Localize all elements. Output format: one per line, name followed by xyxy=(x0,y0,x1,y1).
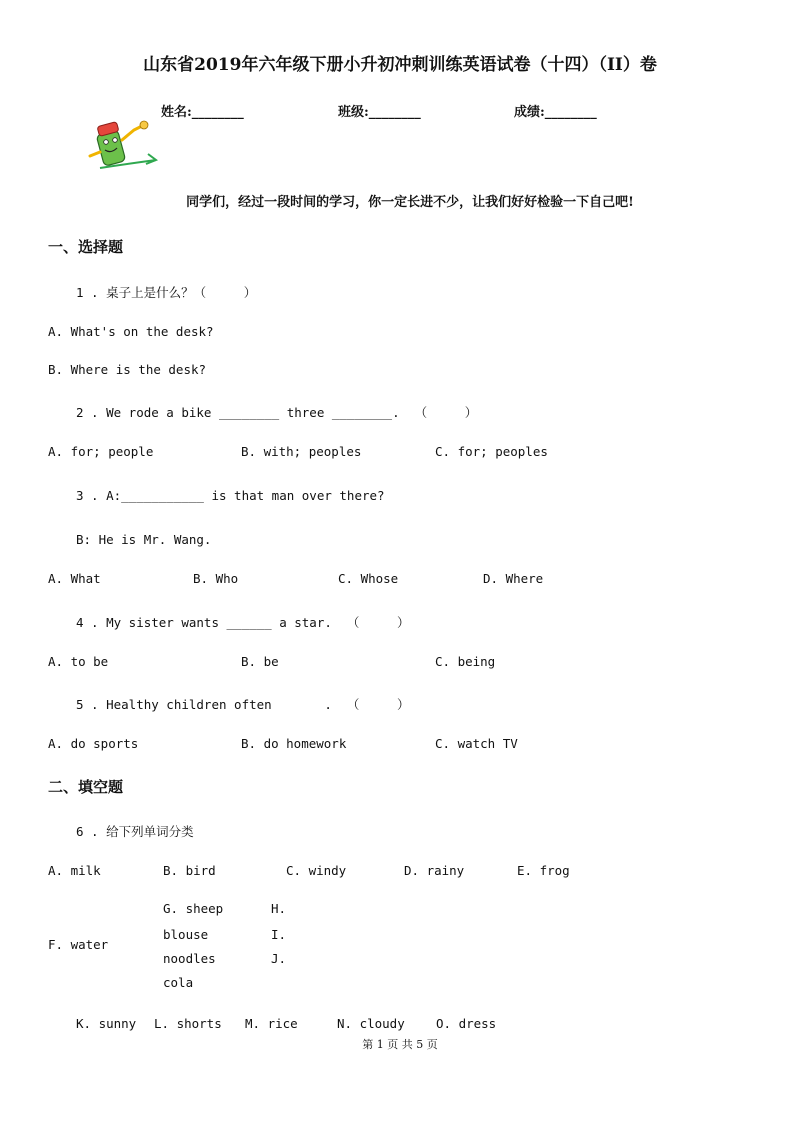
section-heading-choice: 一、选择题 xyxy=(48,238,124,256)
q6-word-o: O. dress xyxy=(436,1016,497,1031)
q5-option-b[interactable]: B. do homework xyxy=(241,736,347,751)
q6-word-i: I. xyxy=(271,927,287,942)
q6-word-c: C. windy xyxy=(286,863,347,878)
q6-word-f: F. water xyxy=(48,937,109,952)
q6-word-g-line4: cola xyxy=(163,975,194,990)
q6-word-g-line3: noodles xyxy=(163,951,216,966)
q4-option-c[interactable]: C. being xyxy=(435,654,496,669)
question-3-stem: 3 . A:___________ is that man over there? xyxy=(76,488,385,503)
q4-option-a[interactable]: A. to be xyxy=(48,654,109,669)
q6-word-j: J. xyxy=(271,951,287,966)
page-number: 第 1 页 共 5 页 xyxy=(362,1038,438,1051)
q6-word-g-line2: blouse xyxy=(163,927,209,942)
q6-word-n: N. cloudy xyxy=(337,1016,405,1031)
q6-word-m: M. rice xyxy=(245,1016,298,1031)
exam-title: 山东省2019年六年级下册小升初冲刺训练英语试卷（十四）（II）卷 xyxy=(143,55,657,75)
q3-option-a[interactable]: A. What xyxy=(48,571,101,586)
q6-word-a: A. milk xyxy=(48,863,101,878)
name-field-label: 姓名:________ xyxy=(161,105,244,120)
q6-word-g-line1: G. sheep xyxy=(163,901,224,916)
question-5-stem: 5 . Healthy children often . （ ） xyxy=(76,697,410,712)
q3-option-b[interactable]: B. Who xyxy=(193,571,239,586)
pencil-mascot-icon xyxy=(86,118,162,176)
question-6-stem: 6 . 给下列单词分类 xyxy=(76,824,194,839)
q5-option-c[interactable]: C. watch TV xyxy=(435,736,518,751)
question-1-stem: 1 . 桌子上是什么？（ ） xyxy=(76,285,257,300)
q6-word-l: L. shorts xyxy=(154,1016,222,1031)
q2-option-b[interactable]: B. with; peoples xyxy=(241,444,362,459)
question-3-dialog: B: He is Mr. Wang. xyxy=(76,532,212,547)
q6-word-e: E. frog xyxy=(517,863,570,878)
section-heading-fill-blank: 二、填空题 xyxy=(48,778,124,796)
q2-option-c[interactable]: C. for; peoples xyxy=(435,444,548,459)
greeting-text: 同学们，经过一段时间的学习，你一定长进不少，让我们好好检验一下自己吧! xyxy=(186,195,634,210)
q1-option-a[interactable]: A. What's on the desk? xyxy=(48,324,214,339)
question-4-stem: 4 . My sister wants ______ a star. （ ） xyxy=(76,615,410,630)
q2-option-a[interactable]: A. for; people xyxy=(48,444,154,459)
q4-option-b[interactable]: B. be xyxy=(241,654,279,669)
class-field-label: 班级:________ xyxy=(338,105,421,120)
q5-option-a[interactable]: A. do sports xyxy=(48,736,139,751)
q3-option-d[interactable]: D. Where xyxy=(483,571,544,586)
q6-word-d: D. rainy xyxy=(404,863,465,878)
question-2-stem: 2 . We rode a bike ________ three ________. （ ） xyxy=(76,405,478,420)
q6-word-b: B. bird xyxy=(163,863,216,878)
q1-option-b[interactable]: B. Where is the desk? xyxy=(48,362,207,377)
q6-word-k: K. sunny xyxy=(76,1016,137,1031)
q3-option-c[interactable]: C. Whose xyxy=(338,571,399,586)
q6-word-h: H. xyxy=(271,901,287,916)
score-field-label: 成绩:________ xyxy=(514,105,597,120)
